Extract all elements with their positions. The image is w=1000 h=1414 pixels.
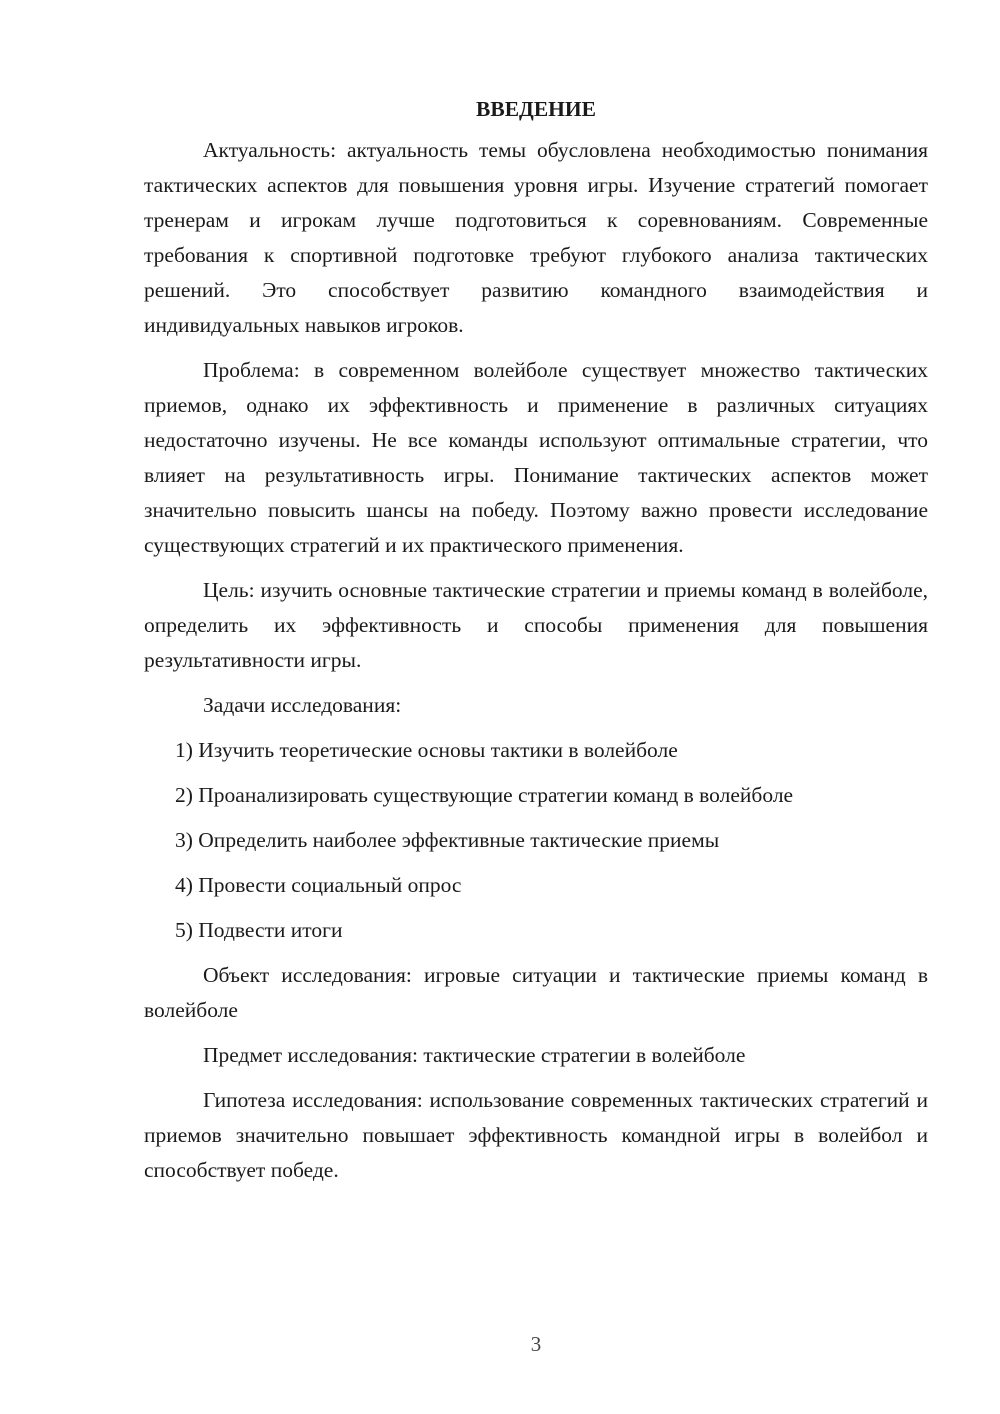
page-number: 3 <box>530 1332 542 1356</box>
hypothesis-paragraph: Гипотеза исследования: использование современных тактических стратегий и приемов значительно повышает эффективность командной игры в волейбол и способствует победе. <box>144 1088 928 1182</box>
task-item-1: 1) Изучить теоретические основы тактики в волейболе <box>175 738 678 762</box>
tasks-heading: Задачи исследования: <box>203 693 402 717</box>
relevance-paragraph: Актуальность: актуальность темы обусловлена необходимостью понимания тактических аспектов для повышения уровня игры. Изучение стратегий помогает тренерам и игрокам лучше подготовиться к соревнованиям. Современные требования к спортивной подготовке требуют глубокого анализа тактических решений. Это способствует развитию командного взаимодействия и индивидуальных навыков игроков. <box>144 138 928 337</box>
page-title: ВВЕДЕНИЕ <box>476 97 596 121</box>
problem-paragraph: Проблема: в современном волейболе существует множество тактических приемов, однако их эффективность и применение в различных ситуациях недостаточно изучены. Не все команды используют оптимальные стратегии, что влияет на результативность игры. Понимание тактических аспектов может значительно повысить шансы на победу. Поэтому важно провести исследование существующих стратегий и их практического применения. <box>144 358 928 557</box>
object-paragraph: Объект исследования: игровые ситуации и тактические приемы команд в волейболе <box>144 963 928 1022</box>
goal-paragraph: Цель: изучить основные тактические стратегии и приемы команд в волейболе, определить их эффективность и способы применения для повышения результативности игры. <box>144 578 928 672</box>
task-item-3: 3) Определить наиболее эффективные тактические приемы <box>175 828 720 852</box>
task-item-5: 5) Подвести итоги <box>175 918 343 942</box>
task-item-4: 4) Провести социальный опрос <box>175 873 462 897</box>
subject-paragraph: Предмет исследования: тактические стратегии в волейболе <box>203 1043 746 1067</box>
document-body <box>144 92 928 1198</box>
task-item-2: 2) Проанализировать существующие стратегии команд в волейболе <box>175 783 794 807</box>
